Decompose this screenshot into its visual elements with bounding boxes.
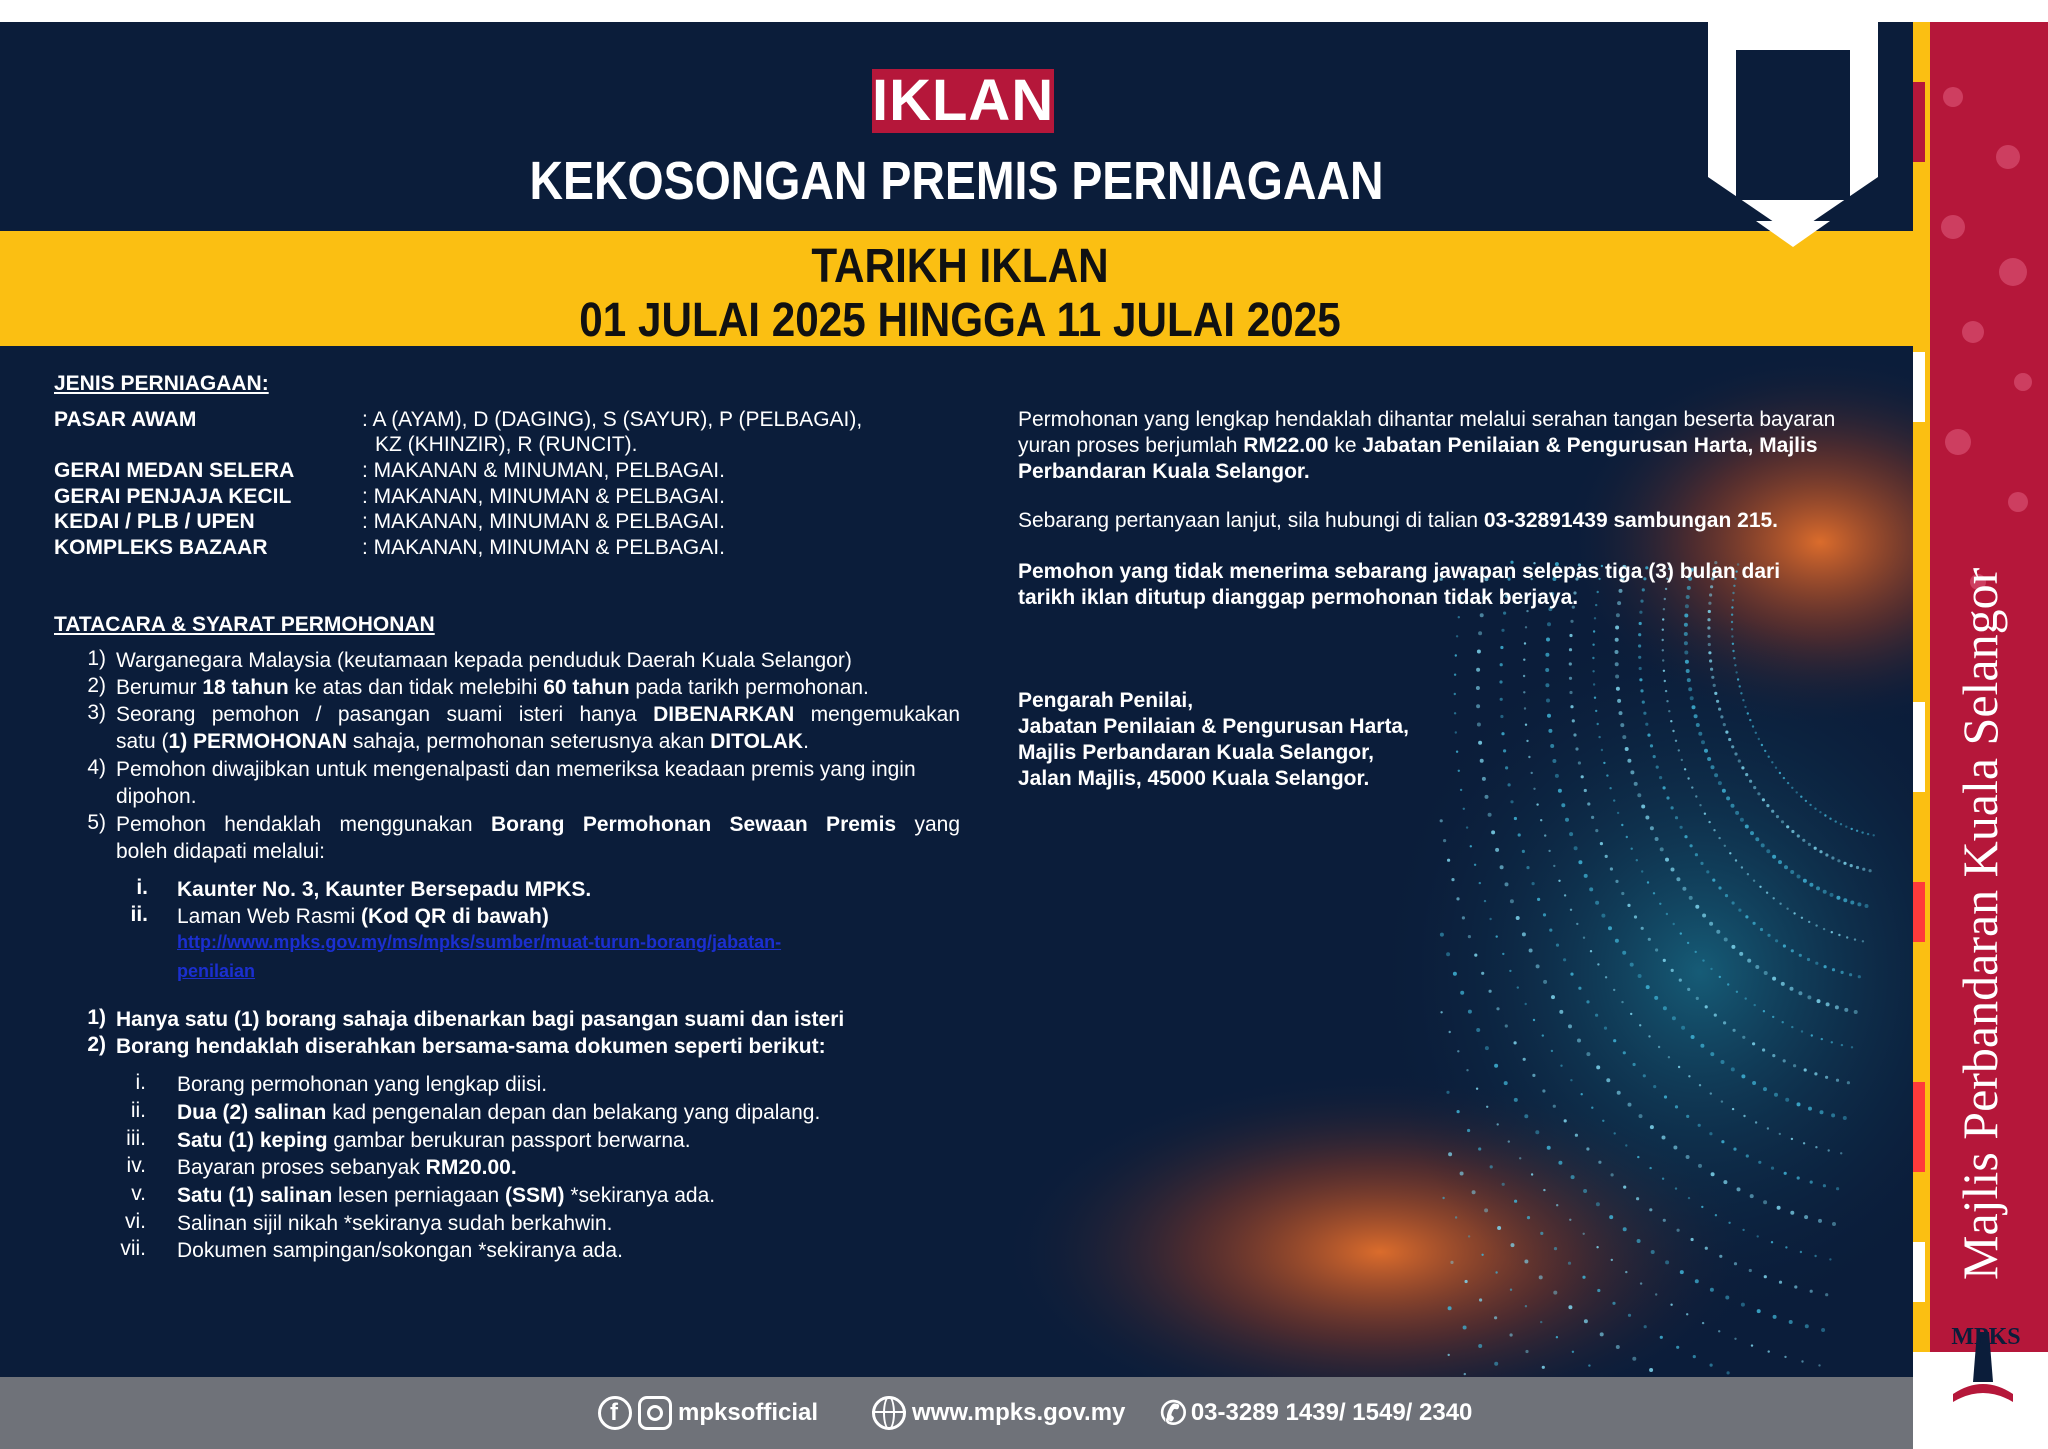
document-item: Borang permohonan yang lengkap diisi.	[177, 1073, 548, 1096]
procedure-number: 3)	[87, 701, 106, 724]
download-form-link[interactable]: http://www.mpks.gov.my/ms/mpks/sumber/muat-turun-borang/jabatan-	[177, 932, 782, 952]
note-item: Borang hendaklah diserahkan bersama-sama dokumen seperti berikut:	[116, 1035, 826, 1058]
procedure-number: 2)	[87, 674, 106, 697]
biz-value-gerai-medan-selera: : MAKANAN & MINUMAN, PELBAGAI.	[362, 459, 725, 482]
iklan-badge: IKLAN	[872, 68, 1055, 133]
facebook-icon: f	[598, 1396, 632, 1430]
procedure-item: Warganegara Malaysia (keutamaan kepada penduduk Daerah Kuala Selangor)	[116, 649, 852, 672]
source-item-counter: Kaunter No. 3, Kaunter Bersepadu MPKS.	[177, 878, 592, 901]
footer-phone[interactable]	[1160, 1377, 1472, 1449]
footer-social-handle: mpksofficial	[678, 1399, 819, 1426]
document-number: i.	[135, 1071, 146, 1094]
biz-value-kompleks-bazaar: : MAKANAN, MINUMAN & PELBAGAI.	[362, 536, 725, 559]
biz-label-kedai: KEDAI / PLB / UPEN	[54, 510, 255, 533]
instagram-icon	[638, 1396, 672, 1430]
signature-block: Pengarah Penilai, Jabatan Penilaian & Pengurusan Harta, Majlis Perbandaran Kuala Selangor, Jalan Majlis, 45000 Kuala Selangor.	[1018, 689, 1409, 790]
procedure-item: Berumur 18 tahun ke atas dan tidak melebihi 60 tahun pada tarikh permohonan.	[116, 676, 869, 699]
biz-value-gerai-penjaja-kecil: : MAKANAN, MINUMAN & PELBAGAI.	[362, 485, 725, 508]
mpks-logo: MPKS	[1951, 1324, 2021, 1350]
source-item-website: Laman Web Rasmi (Kod QR di bawah)	[177, 905, 549, 928]
submission-paragraph: Permohonan yang lengkap hendaklah dihantar melalui serahan tangan beserta bayaran yuran proses berjumlah RM22.00 ke Jabatan Penilaian & Pengurusan Harta, Majlis Perbandaran Kuala Selangor.	[1018, 408, 1836, 483]
procedure-number: 5)	[87, 811, 106, 834]
procedure-number: 1)	[87, 647, 106, 670]
biz-value-pasar-awam: : A (AYAM), D (DAGING), S (SAYUR), P (PELBAGAI),	[362, 408, 863, 431]
bookmark-ribbon	[1708, 22, 1878, 252]
biz-value-pasar-awam-cont: KZ (KHINZIR), R (RUNCIT).	[375, 433, 638, 456]
note-item: Hanya satu (1) borang sahaja dibenarkan bagi pasangan suami dan isteri	[116, 1008, 845, 1031]
procedure-number: 4)	[87, 756, 106, 779]
phone-icon: ✆	[1160, 1395, 1187, 1431]
date-band-title: TARIKH IKLAN	[811, 240, 1109, 293]
document-number: ii.	[130, 1099, 146, 1122]
footer-bar	[0, 1377, 1913, 1449]
procedure-item-cont: boleh didapati melalui:	[116, 840, 325, 863]
document-item: Bayaran proses sebanyak RM20.00.	[177, 1156, 517, 1179]
document-item: Satu (1) salinan lesen perniagaan (SSM) *sekiranya ada.	[177, 1184, 716, 1207]
footer-social[interactable]	[598, 1377, 818, 1449]
biz-label-kompleks-bazaar: KOMPLEKS BAZAAR	[54, 536, 268, 559]
inquiry-paragraph: Sebarang pertanyaan lanjut, sila hubungi di talian 03-32891439 sambungan 215.	[1018, 509, 1779, 532]
source-number: i.	[136, 876, 148, 899]
document-number: iii.	[126, 1127, 146, 1150]
procedure-heading: TATACARA & SYARAT PERMOHONAN	[54, 613, 435, 636]
document-number: vii.	[120, 1237, 146, 1260]
procedure-item: Pemohon diwajibkan untuk mengenalpasti dan memeriksa keadaan premis yang ingin	[116, 758, 916, 781]
download-form-link-cont[interactable]: penilaian	[177, 961, 256, 981]
page-title: KEKOSONGAN PREMIS PERNIAGAAN	[529, 151, 1384, 211]
footer-website-url: www.mpks.gov.my	[912, 1399, 1126, 1426]
note-number: 2)	[87, 1033, 106, 1056]
poster-body	[0, 22, 1913, 1377]
document-item: Dokumen sampingan/sokongan *sekiranya ada.	[177, 1239, 623, 1262]
document-item: Salinan sijil nikah *sekiranya sudah berkahwin.	[177, 1212, 613, 1235]
document-item: Dua (2) salinan kad pengenalan depan dan belakang yang dipalang.	[177, 1101, 821, 1124]
date-band	[0, 231, 1913, 346]
date-band-range: 01 JULAI 2025 HINGGA 11 JULAI 2025	[579, 294, 1341, 347]
document-number: v.	[131, 1182, 146, 1205]
biz-label-gerai-penjaja-kecil: GERAI PENJAJA KECIL	[54, 485, 292, 508]
business-types-heading: JENIS PERNIAGAAN:	[54, 372, 269, 395]
biz-value-kedai: : MAKANAN, MINUMAN & PELBAGAI.	[362, 510, 725, 533]
procedure-item: Seorang pemohon / pasangan suami isteri hanya DIBENARKAN mengemukakan	[116, 703, 961, 726]
notice-paragraph: Pemohon yang tidak menerima sebarang jawapan selepas tiga (3) bulan dari tarikh iklan ditutup dianggap permohonan tidak berjaya.	[1018, 560, 1781, 609]
globe-icon	[872, 1396, 906, 1430]
footer-website[interactable]	[872, 1377, 1125, 1449]
source-number: ii.	[130, 903, 148, 926]
document-item: Satu (1) keping gambar berukuran passport berwarna.	[177, 1129, 691, 1152]
procedure-item: Pemohon hendaklah menggunakan Borang Permohonan Sewaan Premis yang	[116, 813, 960, 836]
document-number: iv.	[126, 1154, 146, 1177]
note-number: 1)	[87, 1006, 106, 1029]
procedure-item-cont: dipohon.	[116, 785, 197, 808]
biz-label-pasar-awam: PASAR AWAM	[54, 408, 197, 431]
procedure-item-cont: satu (1) PERMOHONAN sahaja, permohonan seterusnya akan DITOLAK.	[116, 730, 809, 753]
footer-phone-number: 03-3289 1439/ 1549/ 2340	[1190, 1399, 1473, 1426]
document-number: vi.	[125, 1210, 146, 1233]
side-banner-text: Majlis Perbandaran Kuala Selangor	[1952, 567, 2008, 1280]
biz-label-gerai-medan-selera: GERAI MEDAN SELERA	[54, 459, 295, 482]
